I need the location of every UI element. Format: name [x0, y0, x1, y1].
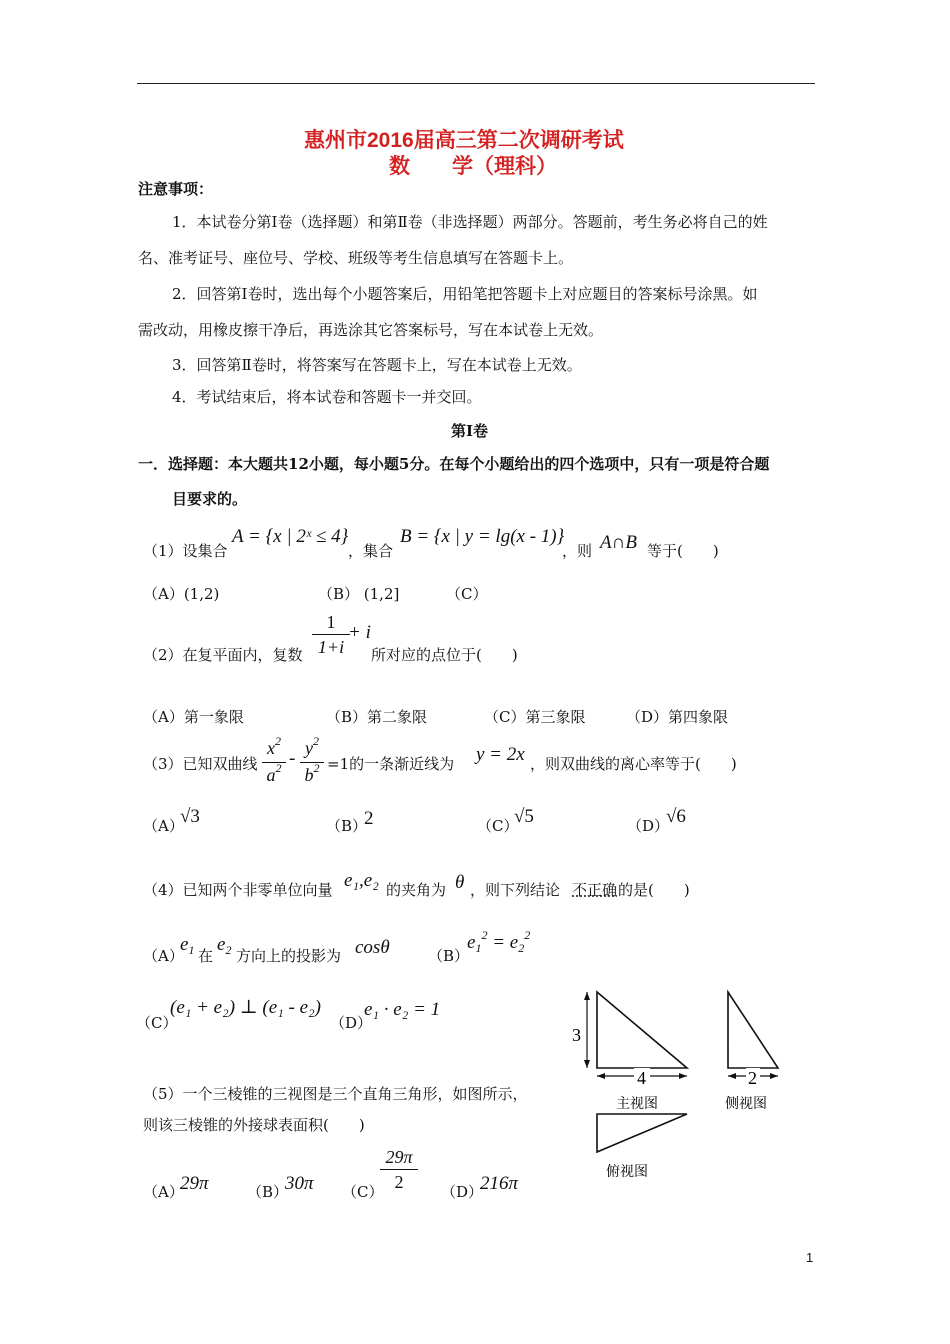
q1-option-a: （A）(1,2) — [143, 585, 220, 603]
q1-tail: ，则 — [562, 542, 593, 560]
q5-option-d-label: （D） — [441, 1183, 484, 1201]
q2-option-b: （B）第二象限 — [326, 708, 428, 726]
q5-line1: （5）一个三棱锥的三视图是三个直角三角形，如图所示， — [143, 1085, 528, 1103]
section-instructions: 一．选择题：本大题共12小题，每小题5分。在每个小题给出的四个选项中，只有一项是符合题 — [138, 455, 770, 473]
q5-option-c-numerator: 29π — [385, 1147, 413, 1167]
q1-expr: A∩B — [600, 532, 637, 553]
q4-option-a-text2: 方向上的投影为 — [236, 947, 342, 965]
q4-option-c-label: （C） — [136, 1014, 178, 1032]
q1-set-a: A = {x | 2ˣ ≤ 4} — [232, 526, 349, 547]
q3-fraction-y: $y^2$ $b^2$ — [300, 738, 324, 787]
q3-option-a-label: （A） — [143, 817, 184, 835]
q3-asymptote: y = 2x — [476, 744, 525, 765]
side-width-dimension-label: 2 — [748, 1068, 757, 1088]
q1-mid: ，集合 — [348, 542, 394, 560]
q4-theta: θ — [455, 872, 465, 893]
q2-option-c: （C）第三象限 — [484, 708, 586, 726]
q2-prefix: （2）在复平面内，复数 — [143, 646, 303, 664]
notice-item: 需改动，用橡皮擦干净后，再选涂其它答案标号，写在本试卷上无效。 — [138, 321, 604, 339]
section-instructions-cont: 目要求的。 — [172, 490, 248, 508]
q3-fraction-x: $x^2$ $a^2$ — [262, 738, 286, 787]
q4-mid: 的夹角为 — [386, 881, 447, 899]
q3-end: ，则双曲线的离心率等于( ) — [530, 755, 737, 773]
side-view-triangle — [728, 992, 778, 1068]
q3-prefix: （3）已知双曲线 — [143, 755, 258, 773]
height-arrow-bottom — [584, 1060, 590, 1068]
notice-item: 名、准考证号、座位号、学校、班级等考生信息填写在答题卡上。 — [138, 249, 574, 267]
side-width-arrow-right — [770, 1073, 778, 1079]
q4-option-d-expr: e₁ · e₂ = 1 — [364, 999, 441, 1020]
q5-option-c-denominator: 2 — [394, 1172, 404, 1192]
q2-option-a: （A）第一象限 — [143, 708, 244, 726]
q4-option-b-label: （B） — [428, 947, 470, 965]
q4-option-a-text1: 在 — [198, 947, 214, 965]
q4-end: ，则下列结论 — [470, 881, 561, 899]
part1-heading: 第Ⅰ卷 — [451, 422, 489, 440]
side-width-arrow-left — [728, 1073, 736, 1079]
front-view-triangle — [597, 992, 687, 1068]
q4-option-a-e2: $e_2$ — [217, 934, 232, 957]
q1-option-c: （C） — [446, 585, 488, 603]
q1-option-b: （B） (1,2] — [318, 585, 400, 603]
q4-prefix: （4）已知两个非零单位向量 — [143, 881, 333, 899]
q5-option-c-label: （C） — [342, 1183, 384, 1201]
q2-option-d: （D）第四象限 — [626, 708, 729, 726]
q2-denominator: 1+i — [317, 637, 345, 657]
q1-prefix: （1）设集合 — [143, 542, 228, 560]
q4-option-a-e1: $e_1$ — [180, 934, 195, 957]
q3-option-d: √6 — [666, 806, 686, 827]
q2-plus-i: + i — [348, 622, 371, 643]
q4-option-c-expr: (e₁ + e₂) ⊥ (e₁ - e₂) — [170, 997, 321, 1018]
notice-item: 3．回答第Ⅱ卷时，将答案写在答题卡上，写在本试卷上无效。 — [172, 356, 582, 374]
q3-minus: - — [289, 748, 296, 769]
q4-option-a-cos: cosθ — [355, 937, 390, 958]
q5-option-a-label: （A） — [143, 1183, 184, 1201]
q4-end2: 的是( ) — [618, 881, 690, 899]
top-view-triangle — [597, 1114, 687, 1152]
page-subtitle: 数 学（理科） — [389, 155, 557, 178]
height-dimension-label: 3 — [572, 1025, 581, 1045]
q1-end: 等于( ) — [647, 542, 719, 560]
front-width-arrow-right — [679, 1073, 687, 1079]
q4-option-d-label: （D） — [330, 1014, 373, 1032]
top-view-label: 俯视图 — [606, 1164, 648, 1180]
q5-line2: 则该三棱锥的外接球表面积( ) — [143, 1116, 365, 1134]
front-width-dimension-label: 4 — [637, 1068, 646, 1088]
q4-vectors: e₁,e₂ — [344, 870, 379, 891]
three-view-figure — [560, 980, 790, 1180]
q3-option-c-label: （C） — [477, 817, 519, 835]
page-title: 惠州市2016届高三第二次调研考试 — [304, 129, 624, 152]
notice-item: 1．本试卷分第Ⅰ卷（选择题）和第Ⅱ卷（非选择题）两部分。答题前，考生务必将自己的姓 — [172, 213, 768, 231]
notice-item: 4．考试结束后，将本试卷和答题卡一并交回。 — [172, 388, 482, 406]
side-view-label: 侧视图 — [725, 1096, 767, 1112]
q3-eq-tail: =1的一条渐近线为 — [327, 755, 455, 773]
q5-option-c-fraction — [380, 1147, 418, 1192]
q4-option-b-expr: $e_1^2 = e_2^2$ — [467, 928, 531, 955]
q1-set-b: B = {x | y = lg(x - 1)} — [400, 526, 565, 547]
front-view-label: 主视图 — [616, 1096, 658, 1112]
q5-option-d: 216π — [480, 1173, 519, 1194]
height-arrow-top — [584, 992, 590, 1000]
q3-option-b-label: （B） — [326, 817, 368, 835]
q3-option-c: √5 — [514, 806, 534, 827]
q2-numerator: 1 — [326, 612, 336, 632]
q5-option-b: 30π — [285, 1173, 314, 1194]
q5-option-b-label: （B） — [247, 1183, 289, 1201]
q2-end: 所对应的点位于( ) — [371, 646, 518, 664]
page-number: 1 — [806, 1250, 814, 1265]
q2-fraction — [312, 612, 350, 657]
q4-option-a-label: （A） — [143, 947, 184, 965]
front-width-arrow-left — [597, 1073, 605, 1079]
q3-option-d-label: （D） — [627, 817, 670, 835]
q4-emphasis: 不正确 — [572, 881, 618, 899]
header-rule — [137, 83, 815, 84]
q3-option-a: √3 — [180, 806, 200, 827]
q5-option-a: 29π — [180, 1173, 209, 1194]
notice-item: 2．回答第Ⅰ卷时，选出每个小题答案后，用铅笔把答题卡上对应题目的答案标号涂黑。如 — [172, 285, 758, 303]
notice-heading: 注意事项： — [138, 180, 214, 198]
q3-option-b: 2 — [364, 808, 374, 829]
